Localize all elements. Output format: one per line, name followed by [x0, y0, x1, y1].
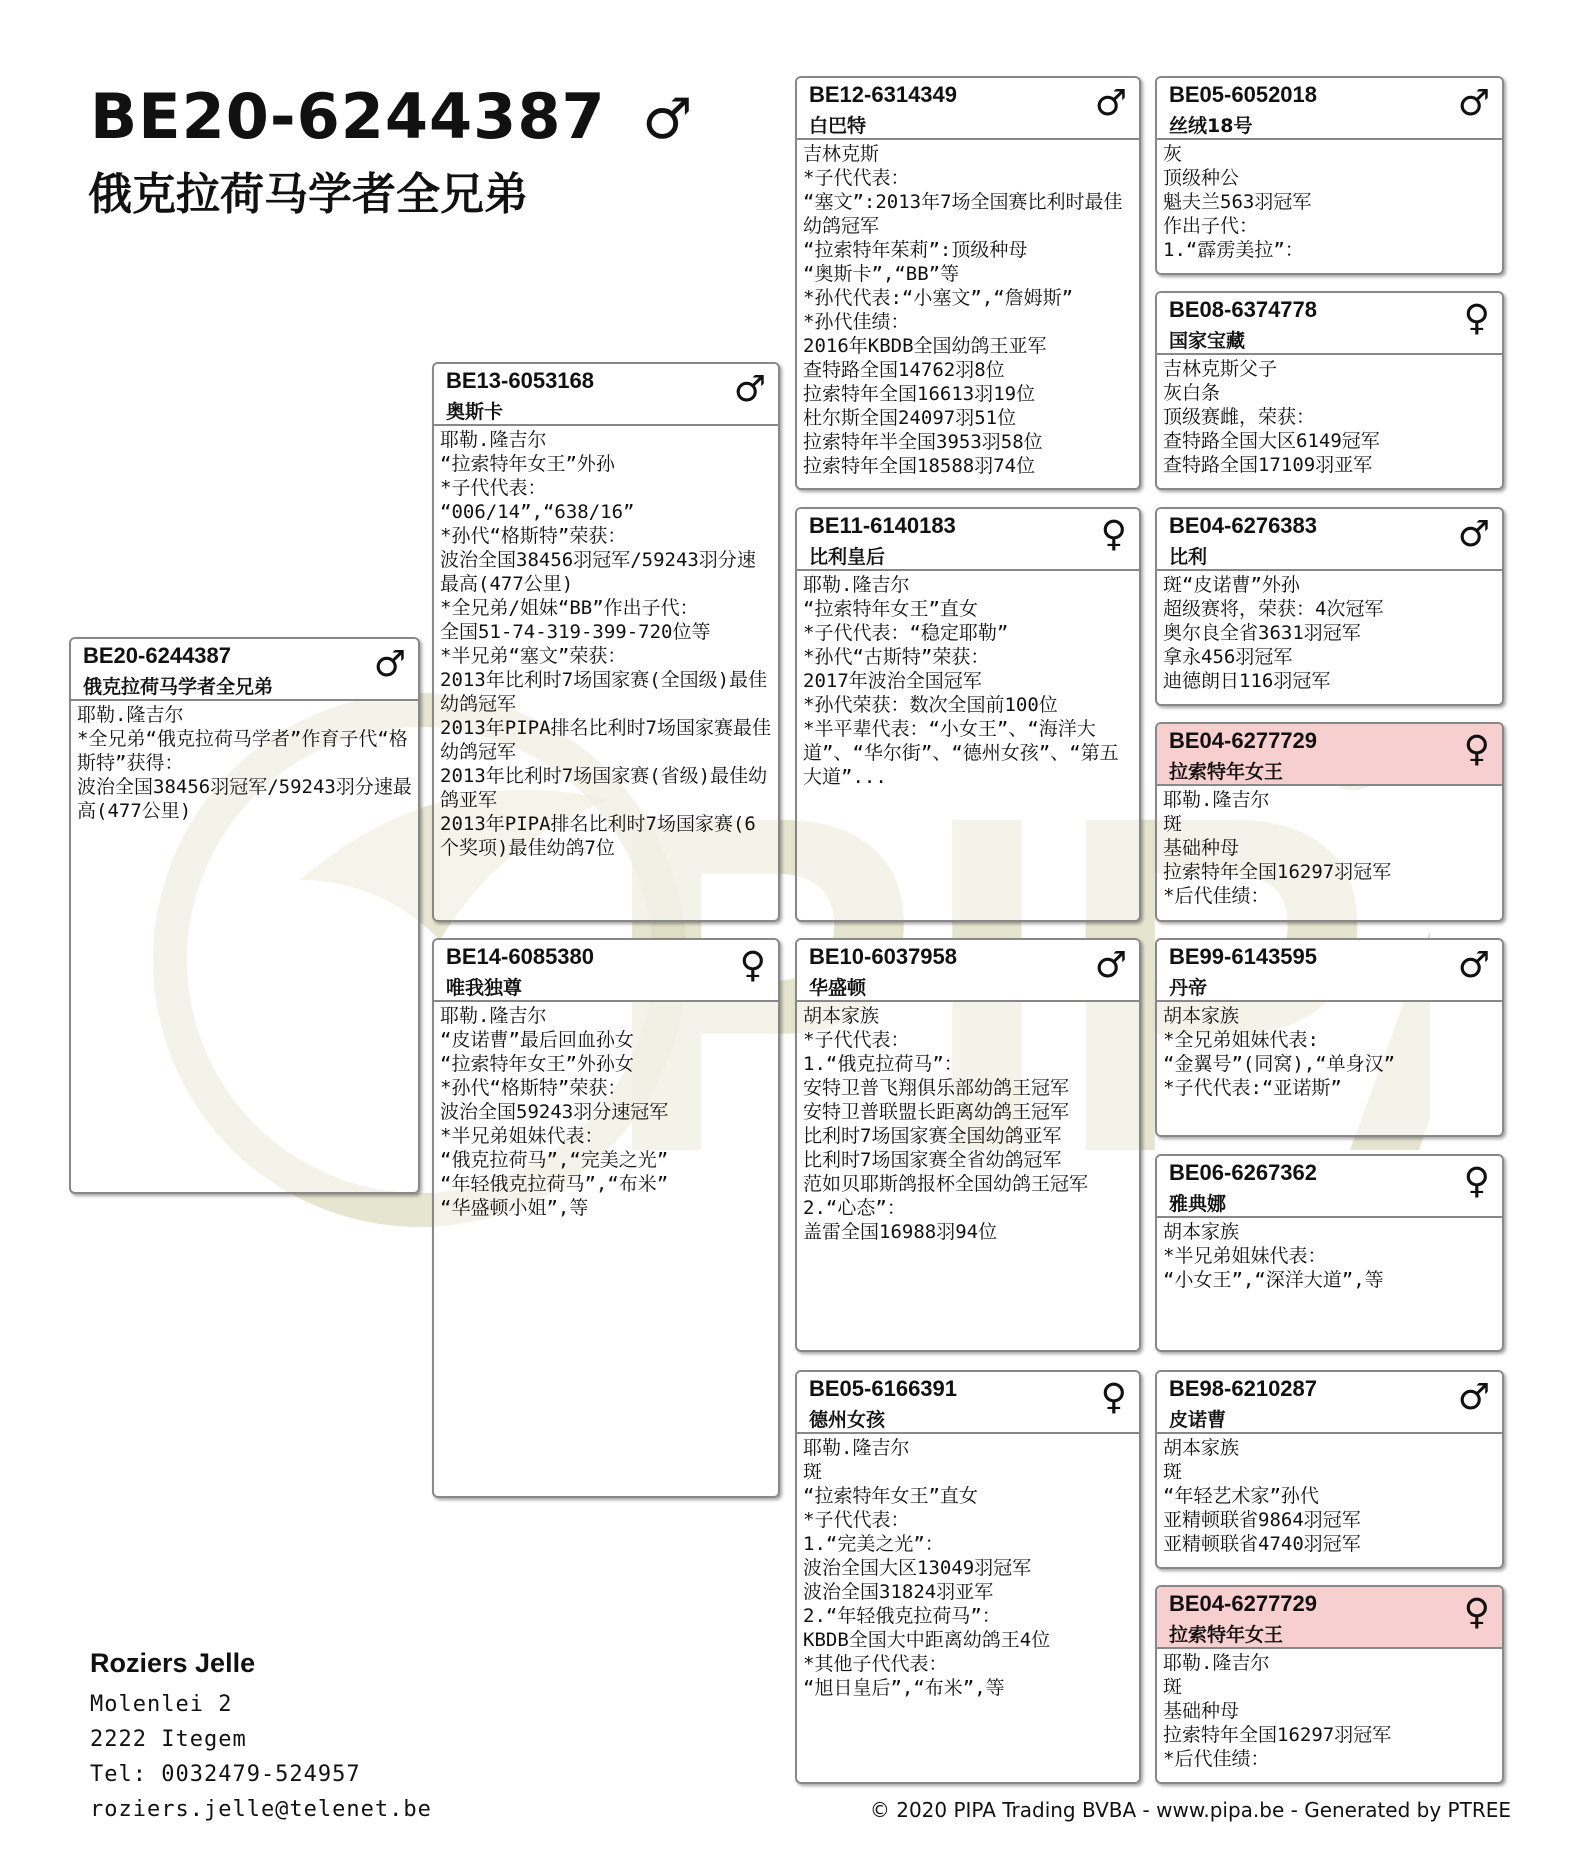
female-icon: ♀	[1100, 1377, 1127, 1418]
card-header	[434, 940, 778, 1002]
ring-number: BE04-6277729	[1169, 1591, 1318, 1616]
description-line: 2.“年轻俄克拉荷马”：	[803, 1605, 1001, 1627]
card-description	[1157, 1218, 1502, 1292]
card-header	[1157, 509, 1502, 571]
pigeon-name: 拉索特年女王	[1169, 1624, 1284, 1646]
description-line: 2016年KBDB全国幼鸽王亚军	[803, 335, 1047, 357]
description-line: 吉林克斯父子	[1163, 358, 1278, 380]
description-line: “006/14”,“638/16”	[440, 501, 635, 523]
description-line: 拉索特年全国18588羽74位	[803, 455, 1036, 477]
description-line: 顶级种公	[1163, 167, 1240, 189]
description-line: 比利时7场国家赛全省幼鸽冠军	[803, 1149, 1062, 1171]
description-line: 斑	[1163, 1461, 1183, 1483]
description-line: 杜尔斯全国24097羽51位	[803, 407, 1017, 429]
description-line: *后代佳绩：	[1163, 1748, 1270, 1770]
description-line: 2013年比利时7场国家赛(省级)最佳幼鸽亚军	[440, 765, 768, 811]
description-line: 1.“完美之光”：	[803, 1533, 944, 1555]
description-line: *子代代表：	[440, 477, 547, 499]
breeder-name: Roziers Jelle	[90, 1648, 256, 1678]
description-line: 比利时7场国家赛全国幼鸽亚军	[803, 1125, 1062, 1147]
description-line: 耶勒.隆吉尔	[1163, 1652, 1270, 1674]
card-description	[797, 140, 1139, 478]
card-header	[434, 364, 778, 426]
ring-number: BE11-6140183	[809, 513, 956, 538]
pigeon-name: 丹帝	[1169, 977, 1208, 999]
ring-number: BE10-6037958	[809, 944, 958, 969]
card-header	[1157, 78, 1502, 140]
breeder-address-line1: Molenlei 2	[90, 1692, 233, 1717]
description-line: 胡本家族	[1163, 1005, 1240, 1027]
description-line: 斑	[1163, 1676, 1183, 1698]
ring-number: BE05-6052018	[1169, 82, 1318, 107]
pedigree-card-dam[interactable]	[432, 938, 780, 1498]
description-line: 耶勒.隆吉尔	[440, 429, 547, 451]
card-description	[797, 571, 1139, 789]
description-line: *孙代代表:“小塞文”,“詹姆斯”	[803, 287, 1074, 309]
description-line: “小女王”,“深洋大道”,等	[1163, 1269, 1384, 1291]
description-line: 拿永456羽冠军	[1163, 646, 1293, 668]
ring-number: BE99-6143595	[1169, 944, 1318, 969]
card-description	[1157, 786, 1502, 908]
description-line: 迪德朗日116羽冠军	[1163, 670, 1331, 692]
pedigree-card-sdd[interactable]	[1155, 722, 1504, 922]
description-line: 耶勒.隆吉尔	[803, 1437, 910, 1459]
description-line: 耶勒.隆吉尔	[77, 704, 184, 726]
description-line: 盖雷全国16988羽94位	[803, 1221, 998, 1243]
description-line: *孙代“古斯特”荣获：	[803, 646, 990, 668]
page-title	[90, 80, 693, 153]
ring-number: BE98-6210287	[1169, 1376, 1318, 1401]
description-line: *全兄弟/姐妹“BB”作出子代：	[440, 597, 699, 619]
description-line: *半平辈代表：“小女王”、“海洋大道”、“华尔街”、“德州女孩”、“第五大道”...	[803, 718, 1119, 788]
description-line: 安特卫普联盟长距离幼鸽王冠军	[803, 1101, 1070, 1123]
ring-number: BE20-6244387	[83, 643, 232, 668]
description-line: 拉索特年半全国3953羽58位	[803, 431, 1043, 453]
pigeon-name: 奥斯卡	[446, 401, 504, 423]
description-line: “拉索特年女王”直女	[803, 598, 978, 620]
pigeon-name: 唯我独尊	[446, 977, 523, 999]
pigeon-name: 国家宝藏	[1169, 330, 1246, 352]
female-icon: ♀	[1463, 298, 1490, 339]
pigeon-name: 德州女孩	[809, 1409, 886, 1431]
description-line: 波治全国大区13049羽冠军	[803, 1557, 1032, 1579]
female-icon: ♀	[1463, 729, 1490, 770]
card-header	[71, 639, 418, 701]
pedigree-card-dam-sire[interactable]	[795, 938, 1141, 1352]
description-line: “奥斯卡”,“BB”等	[803, 263, 960, 285]
description-line: 1.“俄克拉荷马”：	[803, 1053, 963, 1075]
description-line: 2017年波治全国冠军	[803, 670, 982, 692]
pedigree-card-sire-dam[interactable]	[795, 507, 1141, 922]
description-line: *孙代佳绩：	[803, 311, 910, 333]
description-line: 胡本家族	[1163, 1221, 1240, 1243]
pigeon-name: 比利	[1169, 546, 1208, 568]
description-line: 胡本家族	[803, 1005, 880, 1027]
description-line: *半兄弟姐妹代表：	[440, 1125, 604, 1147]
description-line: 2.“心态”：	[803, 1197, 906, 1219]
description-line: “拉索特年女王”外孙女	[440, 1053, 634, 1075]
description-line: 拉索特年全国16297羽冠军	[1163, 861, 1392, 883]
card-description	[1157, 140, 1502, 262]
pigeon-name: 拉索特年女王	[1169, 761, 1284, 783]
card-description	[434, 1002, 778, 1220]
breeder-address-line2: 2222 Itegem	[90, 1727, 247, 1752]
description-line: 2013年PIPA排名比利时7场国家赛(6个奖项)最佳幼鸽7位	[440, 813, 756, 859]
pedigree-card-sire[interactable]	[432, 362, 780, 922]
description-line: 耶勒.隆吉尔	[440, 1005, 547, 1027]
description-line: *子代代表:“亚诺斯”	[1163, 1077, 1342, 1099]
description-line: “塞文”:2013年7场全国赛比利时最佳幼鸽冠军	[803, 191, 1123, 237]
card-description	[1157, 571, 1502, 693]
card-description	[1157, 355, 1502, 477]
pigeon-name: 俄克拉荷马学者全兄弟	[83, 676, 274, 698]
card-header	[1157, 1587, 1502, 1649]
description-line: “拉索特年女王”外孙	[440, 453, 615, 475]
description-line: 灰	[1163, 143, 1183, 165]
description-line: “拉索特年茱莉”:顶级种母	[803, 239, 1028, 261]
description-line: *其他子代代表：	[803, 1653, 948, 1675]
pedigree-card-sire-sire[interactable]	[795, 76, 1141, 490]
description-line: 2013年比利时7场国家赛(全国级)最佳幼鸽冠军	[440, 669, 768, 715]
male-icon: ♂	[1094, 945, 1127, 986]
description-line: 1.“霹雳美拉”：	[1163, 239, 1304, 261]
description-line: 耶勒.隆吉尔	[803, 574, 910, 596]
description-line: *子代代表：“稳定耶勒”	[803, 622, 1009, 644]
card-header	[1157, 724, 1502, 786]
description-line: 魁夫兰563羽冠军	[1163, 191, 1312, 213]
pedigree-card-dsd[interactable]	[1155, 1154, 1504, 1352]
male-icon: ♂	[1457, 1377, 1490, 1418]
card-description	[1157, 1434, 1502, 1556]
title-ring: BE20-6244387	[90, 80, 606, 153]
description-line: 亚精顿联省4740羽冠军	[1163, 1533, 1361, 1555]
description-line: “旭日皇后”,“布米”,等	[803, 1677, 1005, 1699]
description-line: *全兄弟姐妹代表:	[1163, 1029, 1319, 1051]
card-header	[797, 1372, 1139, 1434]
description-line: “年轻艺术家”孙代	[1163, 1485, 1319, 1507]
ring-number: BE06-6267362	[1169, 1160, 1318, 1185]
description-line: 拉索特年全国16613羽19位	[803, 383, 1036, 405]
description-line: 查特路全国14762羽8位	[803, 359, 1005, 381]
description-line: 拉索特年全国16297羽冠军	[1163, 1724, 1392, 1746]
card-description	[797, 1002, 1139, 1244]
description-line: *孙代“格斯特”荣获：	[440, 525, 627, 547]
description-line: 亚精顿联省9864羽冠军	[1163, 1509, 1361, 1531]
female-icon: ♀	[1100, 514, 1127, 555]
pedigree-card-sds[interactable]	[1155, 507, 1504, 706]
description-line: 作出子代：	[1163, 215, 1259, 237]
male-icon: ♂	[642, 87, 694, 152]
description-line: 超级赛将，荣获：4次冠军	[1163, 598, 1384, 620]
breeder-phone: Tel: 0032479-524957	[90, 1762, 361, 1787]
male-icon: ♂	[1457, 83, 1490, 124]
card-description	[1157, 1002, 1502, 1100]
pedigree-card-subject[interactable]	[69, 637, 420, 1194]
description-line: 灰白条	[1163, 382, 1221, 404]
description-line: 波治全国31824羽亚军	[803, 1581, 994, 1603]
card-header	[797, 509, 1139, 571]
footer-credit: © 2020 PIPA Trading BVBA - www.pipa.be - Generated by PTREE	[869, 1798, 1511, 1822]
description-line: “皮诺曹”最后回血孙女	[440, 1029, 634, 1051]
pigeon-name: 丝绒18号	[1169, 115, 1253, 137]
ring-number: BE13-6053168	[446, 368, 595, 393]
description-line: *后代佳绩：	[1163, 885, 1270, 907]
ring-number: BE04-6276383	[1169, 513, 1318, 538]
pigeon-name: 比利皇后	[809, 546, 886, 568]
description-line: *半兄弟姐妹代表：	[1163, 1245, 1327, 1267]
card-header	[1157, 1156, 1502, 1218]
male-icon: ♂	[733, 369, 766, 410]
ring-number: BE14-6085380	[446, 944, 595, 969]
pigeon-name: 华盛顿	[809, 977, 867, 999]
male-icon: ♂	[1457, 514, 1490, 555]
description-line: *半兄弟“塞文”荣获：	[440, 645, 627, 667]
description-line: 2013年PIPA排名比利时7场国家赛最佳幼鸽冠军	[440, 717, 771, 763]
description-line: 波治全国38456羽冠军/59243羽分速最高(477公里)	[440, 549, 756, 595]
description-line: *子代代表：	[803, 1509, 910, 1531]
card-header	[1157, 1372, 1502, 1434]
description-line: 查特路全国17109羽亚军	[1163, 454, 1373, 476]
description-line: 胡本家族	[1163, 1437, 1240, 1459]
pedigree-card-dds[interactable]	[1155, 1370, 1504, 1569]
card-description	[434, 426, 778, 860]
female-icon: ♀	[739, 945, 766, 986]
ring-number: BE05-6166391	[809, 1376, 958, 1401]
ring-number: BE12-6314349	[809, 82, 958, 107]
female-icon: ♀	[1463, 1592, 1490, 1633]
description-line: 波治全国38456羽冠军/59243羽分速最高(477公里)	[77, 776, 412, 822]
pedigree-card-dss[interactable]	[1155, 938, 1504, 1137]
ring-number: BE08-6374778	[1169, 297, 1318, 322]
card-description	[797, 1434, 1139, 1700]
breeder-email[interactable]: roziers.jelle@telenet.be	[90, 1797, 432, 1822]
description-line: 查特路全国大区6149冠军	[1163, 430, 1380, 452]
card-description	[1157, 1649, 1502, 1771]
description-line: 斑“皮诺曹”外孙	[1163, 574, 1300, 596]
description-line: *全兄弟“俄克拉荷马学者”作育子代“格斯特”获得：	[77, 728, 408, 774]
ring-number: BE04-6277729	[1169, 728, 1318, 753]
pigeon-name: 皮诺曹	[1169, 1409, 1227, 1431]
description-line: 波治全国59243羽分速冠军	[440, 1101, 669, 1123]
description-line: “金翼号”(同窝),“单身汉”	[1163, 1053, 1396, 1075]
description-line: 顶级赛雌，荣获：	[1163, 406, 1316, 428]
description-line: 全国51-74-319-399-720位等	[440, 621, 711, 643]
card-header	[1157, 293, 1502, 355]
pedigree-card-sss[interactable]	[1155, 76, 1504, 275]
male-icon: ♂	[1094, 83, 1127, 124]
description-line: 耶勒.隆吉尔	[1163, 789, 1270, 811]
description-line: 基础种母	[1163, 1700, 1240, 1722]
description-line: 斑	[803, 1461, 823, 1483]
description-line: “华盛顿小姐”,等	[440, 1197, 589, 1219]
card-description	[71, 701, 418, 823]
description-line: 斑	[1163, 813, 1183, 835]
description-line: 范如贝耶斯鸽报杯全国幼鸽王冠军	[803, 1173, 1089, 1195]
description-line: KBDB全国大中距离幼鸽王4位	[803, 1629, 1051, 1651]
description-line: *孙代荣获：数次全国前100位	[803, 694, 1058, 716]
male-icon: ♂	[1457, 945, 1490, 986]
female-icon: ♀	[1463, 1161, 1490, 1202]
description-line: *孙代“格斯特”荣获：	[440, 1077, 627, 1099]
description-line: *子代代表：	[803, 167, 910, 189]
description-line: 奥尔良全省3631羽冠军	[1163, 622, 1361, 644]
page-subtitle: 俄克拉荷马学者全兄弟	[88, 169, 528, 220]
description-line: “拉索特年女王”直女	[803, 1485, 978, 1507]
breeder-info	[90, 1648, 432, 1827]
card-header	[797, 940, 1139, 1002]
description-line: *子代代表：	[803, 1029, 910, 1051]
male-icon: ♂	[373, 644, 406, 685]
pigeon-name: 白巴特	[809, 115, 867, 137]
pedigree-card-ddd[interactable]	[1155, 1585, 1504, 1784]
description-line: 基础种母	[1163, 837, 1240, 859]
description-line: 安特卫普飞翔俱乐部幼鸽王冠军	[803, 1077, 1070, 1099]
description-line: 吉林克斯	[803, 143, 880, 165]
pigeon-name: 雅典娜	[1169, 1193, 1227, 1215]
description-line: “年轻俄克拉荷马”,“布米”	[440, 1173, 669, 1195]
card-header	[797, 78, 1139, 140]
description-line: “俄克拉荷马”,“完美之光”	[440, 1149, 669, 1171]
pedigree-card-dam-dam[interactable]	[795, 1370, 1141, 1784]
pedigree-card-ssd[interactable]	[1155, 291, 1504, 490]
card-header	[1157, 940, 1502, 1002]
